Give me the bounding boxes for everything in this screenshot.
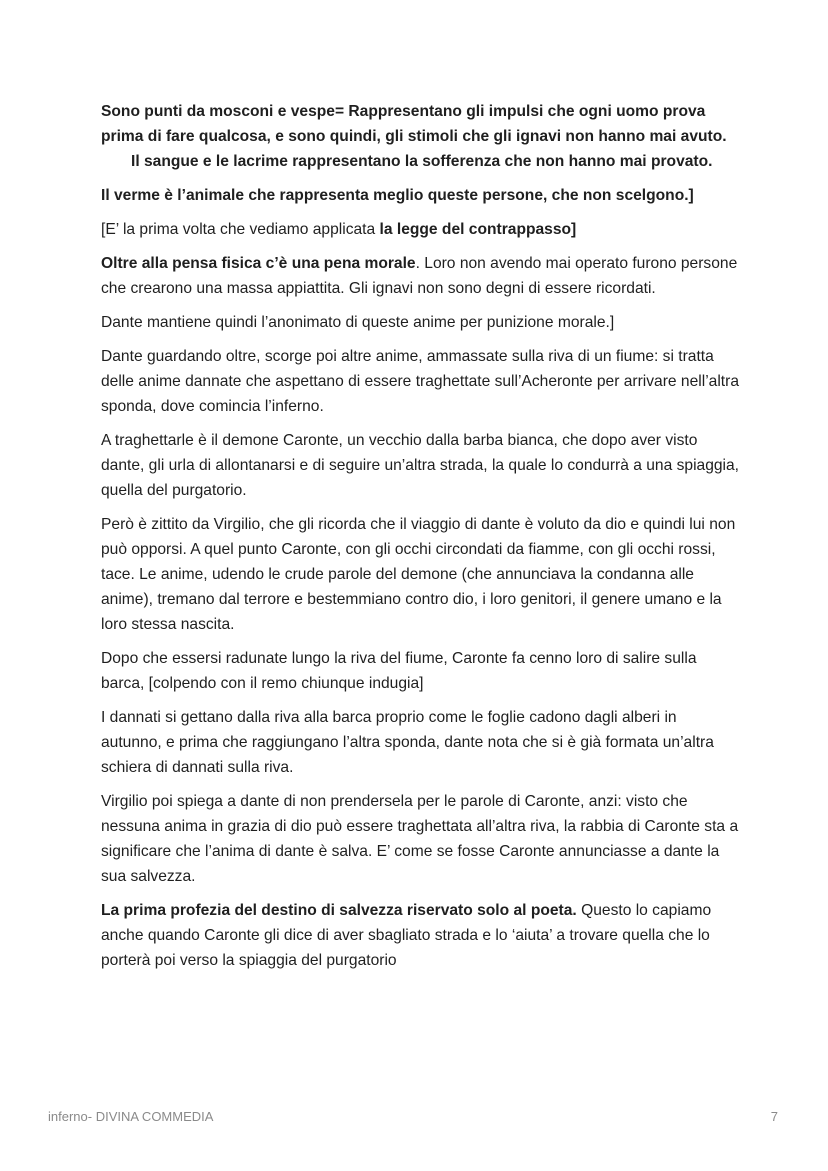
paragraph <box>101 310 741 335</box>
document-body <box>101 99 741 982</box>
paragraph-text: . Loro non avendo mai operato furono persone che crearono una massa appiattita. Gli ignavi non sono degni di essere ricordati. <box>101 255 738 297</box>
paragraph-text-bold: La prima profezia del destino di salvezza riservato solo al poeta. <box>101 902 577 919</box>
paragraph <box>101 217 741 242</box>
paragraph-text: Virgilio poi spiega a dante di non prendersela per le parole di Caronte, anzi: visto che nessuna anima in grazia di dio può essere traghettata all’altra riva, la rabbia di Caronte sta a significare che l’anima di dante è salva. E’ come se fosse Caronte annunciasse a dante la sua salvezza. <box>101 793 739 885</box>
paragraph-text: Però è zittito da Virgilio, che gli ricorda che il viaggio di dante è voluto da dio e quindi lui non può opporsi. A quel punto Caronte, con gli occhi circondati da fiamme, con gli occhi rossi, tace. Le anime, udendo le crude parole del demone (che annunciava la condanna alle anime), tremano dal terrore e bestemmiano contro dio, i loro genitori, il genere umano e la loro stessa nascita. <box>101 516 736 633</box>
paragraph-text: I dannati si gettano dalla riva alla barca proprio come le foglie cadono dagli alberi in autunno, e prima che raggiungano l’altra sponda, dante nota che si è già formata un’altra schiera di dannati sulla riva. <box>101 709 714 776</box>
paragraph-text: Dopo che essersi radunate lungo la riva del fiume, Caronte fa cenno loro di salire sulla barca, [colpendo con il remo chiunque indugia] <box>101 650 697 692</box>
paragraph <box>101 428 741 503</box>
paragraph <box>101 705 741 780</box>
paragraph-text: [E’ la prima volta che vediamo applicata <box>101 221 380 238</box>
paragraph <box>101 646 741 696</box>
paragraph-text: Dante mantiene quindi l’anonimato di queste anime per punizione morale.] <box>101 314 615 331</box>
paragraph <box>101 512 741 637</box>
paragraph <box>101 183 741 208</box>
paragraph-text: Dante guardando oltre, scorge poi altre anime, ammassate sulla riva di un fiume: si tratta delle anime dannate che aspettano di essere traghettate sull’Acheronte per arrivare nell’altra sponda, dove comincia l’inferno. <box>101 348 739 415</box>
paragraph <box>101 898 741 973</box>
paragraph-text: A traghettarle è il demone Caronte, un vecchio dalla barba bianca, che dopo aver visto dante, gli urla di allontanarsi e di seguire un’altra strada, la quale lo condurrà a una spiaggia, quella del purgatorio. <box>101 432 740 499</box>
paragraph <box>101 344 741 419</box>
paragraph-text: Questo lo capiamo anche quando Caronte gli dice di aver sbagliato strada e lo ‘aiuta’ a trovare quella che lo porterà poi verso la spiaggia del purgatorio <box>101 902 712 969</box>
paragraph <box>101 789 741 889</box>
page-number: 7 <box>770 1109 778 1124</box>
paragraph-text-bold: Oltre alla pensa fisica c’è una pena morale <box>101 255 416 272</box>
paragraph-text-bold: la legge del contrappasso] <box>379 221 577 238</box>
paragraph-text-bold: Il sangue e le lacrime rappresentano la sofferenza che non hanno mai provato. <box>131 153 713 170</box>
paragraph <box>101 99 741 174</box>
paragraph <box>101 251 741 301</box>
footer-title: inferno- DIVINA COMMEDIA <box>48 1109 214 1124</box>
page-footer <box>48 1109 780 1124</box>
paragraph-text-bold: Il verme è l’animale che rappresenta meglio queste persone, che non scelgono.] <box>101 187 694 204</box>
paragraph-text-bold: Sono punti da mosconi e vespe= Rappresentano gli impulsi che ogni uomo prova prima di fare qualcosa, e sono quindi, gli stimoli che gli ignavi non hanno mai avuto. <box>101 103 727 145</box>
